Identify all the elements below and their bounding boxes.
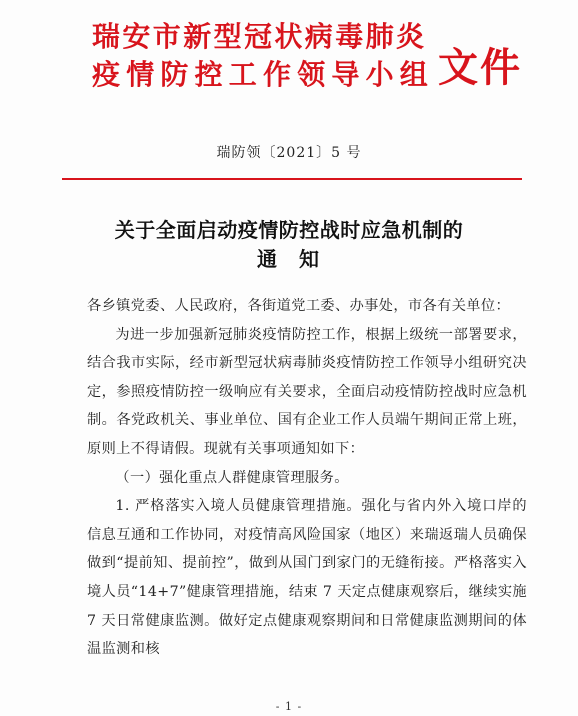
- header-document-label: 文件: [438, 45, 522, 91]
- document-number: 瑞防领〔2021〕5 号: [216, 145, 362, 161]
- document-header: [92, 18, 435, 94]
- page-number: - 1 -: [275, 700, 303, 713]
- intro-paragraph: 为进一步加强新冠肺炎疫情防控工作，根据上级统一部署要求，结合我市实际，经市新型冠状病毒肺炎疫情防控工作领导小组研究决定，参照疫情防控一级响应有关要求，全面启动疫情防控战时应急机制。各党政机关、事业单位、国有企业工作人员端午期间正常上班，原则上不得请假。现就有关事项通知如下：: [87, 326, 527, 457]
- item-paragraph-1: 1. 严格落实入境人员健康管理措施。强化与省内外入境口岸的信息互通和工作协同，对疫情高风险国家（地区）来瑞返瑞人员确保做到“提前知、提前控”，做到从国门到家门的无缝衔接。严格落实入境人员“14+7”健康管理措施，结束 7 天定点健康观察后，继续实施 7 天日常健康监测。做好定点健康观察期间和日常健康监测期间的体温监测和核: [87, 498, 527, 658]
- section-heading-1: （一）强化重点人群健康管理服务。: [115, 469, 349, 486]
- red-divider: [62, 178, 522, 180]
- document-title-line-2: 通知: [257, 247, 341, 271]
- document-body: [87, 292, 527, 664]
- document-title-line-1: 关于全面启动疫情防控战时应急机制的: [114, 218, 464, 242]
- header-issuer-line-2: 疫情防控工作领导小组: [92, 58, 435, 91]
- recipients-paragraph: 各乡镇党委、人民政府，各街道党工委、办事处，市各有关单位：: [87, 298, 511, 314]
- header-issuer-line-1: 瑞安市新型冠状病毒肺炎: [92, 20, 427, 53]
